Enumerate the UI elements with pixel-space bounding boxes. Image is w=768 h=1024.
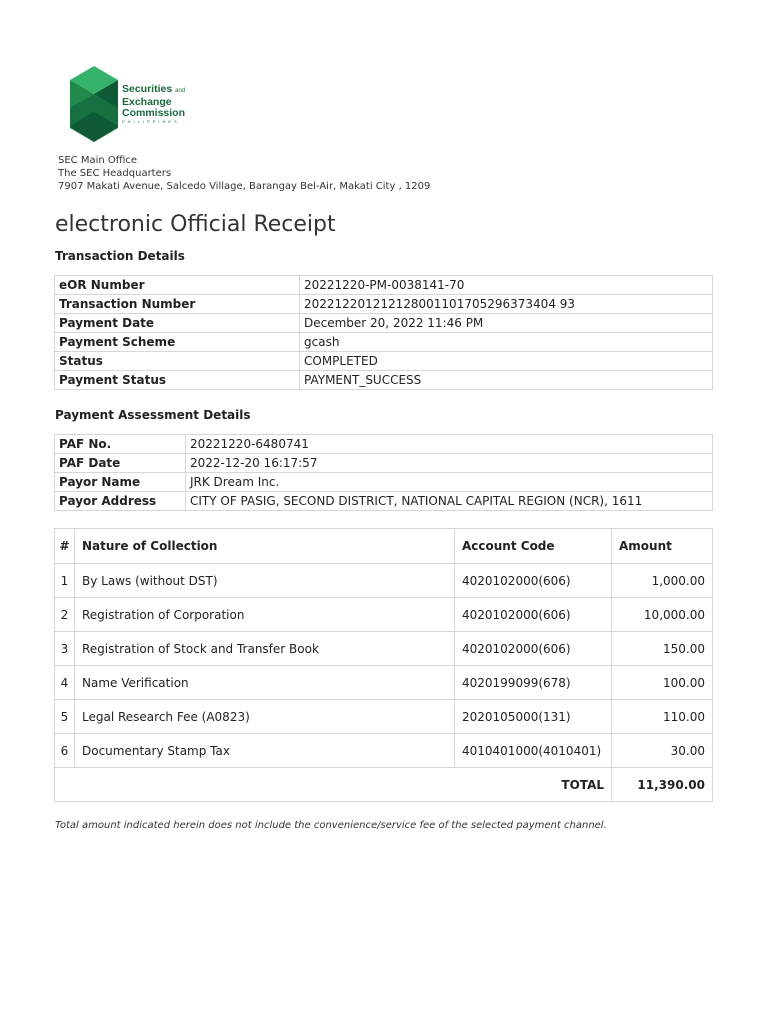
item-num: 3 xyxy=(55,632,75,666)
item-amount: 30.00 xyxy=(612,734,713,768)
transaction-value: 202212201212128001101705296373404 93 xyxy=(300,295,713,314)
table-row xyxy=(55,598,713,632)
transaction-label: Status xyxy=(55,352,300,371)
collection-header-row xyxy=(55,529,713,564)
item-account-code: 2020105000(131) xyxy=(455,700,612,734)
transaction-row xyxy=(55,295,713,314)
item-amount: 1,000.00 xyxy=(612,564,713,598)
table-row xyxy=(55,734,713,768)
item-nature: Registration of Corporation xyxy=(75,598,455,632)
assessment-label: PAF No. xyxy=(55,435,186,454)
assessment-row xyxy=(55,492,713,511)
item-nature: By Laws (without DST) xyxy=(75,564,455,598)
transaction-label: Transaction Number xyxy=(55,295,300,314)
page-title: electronic Official Receipt xyxy=(55,212,336,237)
assessment-value: JRK Dream Inc. xyxy=(186,473,713,492)
item-account-code: 4020102000(606) xyxy=(455,598,612,632)
transaction-value: 20221220-PM-0038141-70 xyxy=(300,276,713,295)
transaction-label: Payment Status xyxy=(55,371,300,390)
assessment-label: Payor Name xyxy=(55,473,186,492)
office-street: 7907 Makati Avenue, Salcedo Village, Barangay Bel-Air, Makati City , 1209 xyxy=(58,181,431,192)
table-row xyxy=(55,666,713,700)
transaction-row xyxy=(55,352,713,371)
col-header-amount: Amount xyxy=(612,529,713,564)
office-name: SEC Main Office xyxy=(58,155,138,166)
total-row xyxy=(55,768,713,802)
total-label: TOTAL xyxy=(55,768,612,802)
transaction-label: Payment Scheme xyxy=(55,333,300,352)
transaction-value: PAYMENT_SUCCESS xyxy=(300,371,713,390)
item-nature: Registration of Stock and Transfer Book xyxy=(75,632,455,666)
total-value: 11,390.00 xyxy=(612,768,713,802)
logo-wordmark: Securities and Exchange Commission PHILIPPINES xyxy=(122,83,186,124)
assessment-row xyxy=(55,435,713,454)
item-nature: Legal Research Fee (A0823) xyxy=(75,700,455,734)
table-row xyxy=(55,632,713,666)
item-account-code: 4020199099(678) xyxy=(455,666,612,700)
item-nature: Documentary Stamp Tax xyxy=(75,734,455,768)
assessment-row xyxy=(55,473,713,492)
table-row xyxy=(55,564,713,598)
collection-table xyxy=(54,528,713,802)
transaction-details-heading: Transaction Details xyxy=(55,249,185,263)
item-num: 5 xyxy=(55,700,75,734)
transaction-value: COMPLETED xyxy=(300,352,713,371)
item-num: 6 xyxy=(55,734,75,768)
footnote: Total amount indicated herein does not include the convenience/service fee of the selected payment channel. xyxy=(55,820,607,831)
item-account-code: 4020102000(606) xyxy=(455,564,612,598)
assessment-label: Payor Address xyxy=(55,492,186,511)
item-amount: 10,000.00 xyxy=(612,598,713,632)
col-header-nature: Nature of Collection xyxy=(75,529,455,564)
item-num: 2 xyxy=(55,598,75,632)
assessment-label: PAF Date xyxy=(55,454,186,473)
transaction-row xyxy=(55,333,713,352)
office-building: The SEC Headquarters xyxy=(58,168,172,179)
transaction-value: gcash xyxy=(300,333,713,352)
transaction-label: Payment Date xyxy=(55,314,300,333)
item-amount: 150.00 xyxy=(612,632,713,666)
col-header-num: # xyxy=(55,529,75,564)
assessment-details-table xyxy=(54,434,713,511)
transaction-row xyxy=(55,314,713,333)
item-num: 1 xyxy=(55,564,75,598)
sec-logo xyxy=(68,64,208,146)
table-row xyxy=(55,700,713,734)
assessment-value: 20221220-6480741 xyxy=(186,435,713,454)
item-nature: Name Verification xyxy=(75,666,455,700)
assessment-row xyxy=(55,454,713,473)
assessment-details-heading: Payment Assessment Details xyxy=(55,408,251,422)
transaction-details-table xyxy=(54,275,713,390)
item-amount: 110.00 xyxy=(612,700,713,734)
item-account-code: 4010401000(4010401) xyxy=(455,734,612,768)
col-header-code: Account Code xyxy=(455,529,612,564)
item-amount: 100.00 xyxy=(612,666,713,700)
sec-emblem-icon xyxy=(68,64,120,144)
item-account-code: 4020102000(606) xyxy=(455,632,612,666)
transaction-label: eOR Number xyxy=(55,276,300,295)
transaction-row xyxy=(55,371,713,390)
transaction-value: December 20, 2022 11:46 PM xyxy=(300,314,713,333)
item-num: 4 xyxy=(55,666,75,700)
transaction-row xyxy=(55,276,713,295)
assessment-value: CITY OF PASIG, SECOND DISTRICT, NATIONAL CAPITAL REGION (NCR), 1611 xyxy=(186,492,713,511)
office-address xyxy=(58,154,430,193)
assessment-value: 2022-12-20 16:17:57 xyxy=(186,454,713,473)
